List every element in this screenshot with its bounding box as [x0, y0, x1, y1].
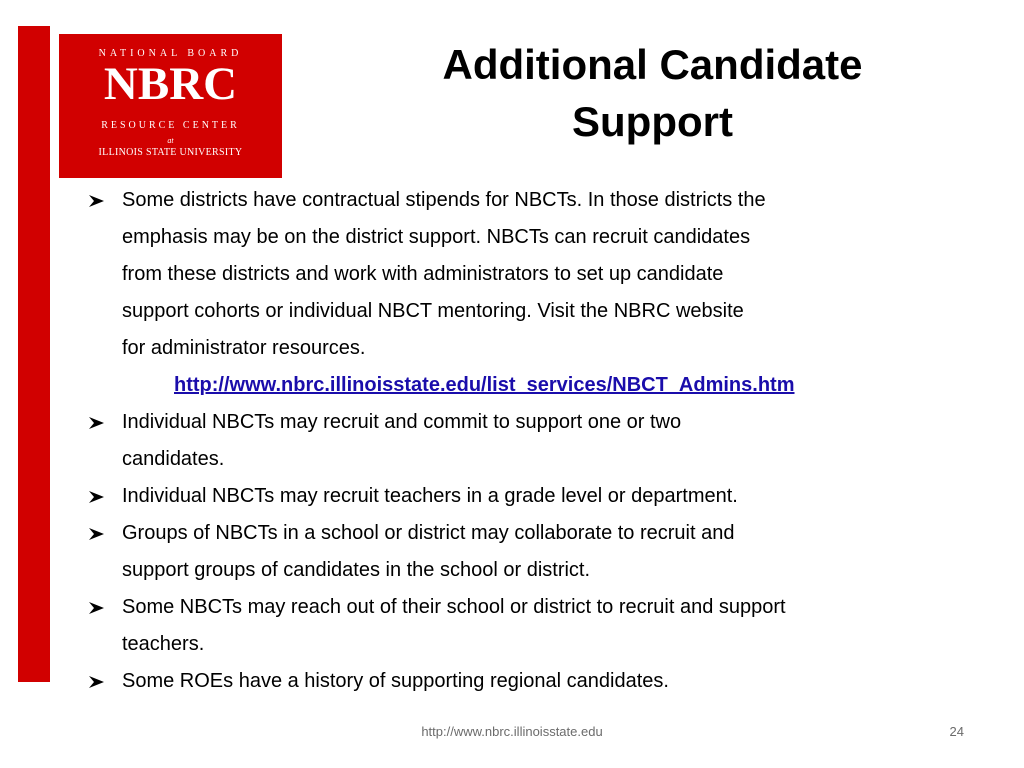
- bullet-line: emphasis may be on the district support. NBCTs can recruit candidates: [122, 226, 751, 248]
- bullet-item: [88, 589, 918, 663]
- arrow-bullet-icon: [88, 589, 108, 626]
- arrow-bullet-icon: [88, 663, 108, 700]
- arrow-bullet-icon: [88, 478, 108, 515]
- bullet-line: from these districts and work with administrators to set up candidate: [122, 263, 724, 285]
- logo-text-national-board: NATIONAL BOARD: [98, 48, 243, 59]
- bullet-line: Some districts have contractual stipends for NBCTs. In those districts the: [122, 189, 766, 211]
- bullet-item: [88, 404, 918, 478]
- bullet-item: [88, 663, 918, 700]
- bullet-line: for administrator resources.: [122, 337, 366, 359]
- bullet-line: Groups of NBCTs in a school or district may collaborate to recruit and: [122, 522, 735, 544]
- arrow-bullet-icon: [88, 515, 108, 552]
- logo-text-at: at: [167, 136, 174, 145]
- bullet-list: [88, 182, 918, 700]
- logo-text-resource-center: RESOURCE CENTER: [101, 120, 240, 131]
- bullet-line: Individual NBCTs may recruit and commit to support one or two: [122, 411, 682, 433]
- logo-text-university: ILLINOIS STATE UNIVERSITY: [98, 147, 243, 158]
- bullet-line: teachers.: [122, 633, 205, 655]
- bullet-item: [88, 515, 918, 589]
- slide-title: [380, 36, 925, 150]
- arrow-bullet-icon: [88, 404, 108, 441]
- bullet-line: support groups of candidates in the school or district.: [122, 559, 591, 581]
- slide-title-line-2: Support: [572, 98, 733, 145]
- slide-title-line-1: Additional Candidate: [442, 41, 863, 88]
- bullet-line: Individual NBCTs may recruit teachers in a grade level or department.: [122, 485, 738, 507]
- bullet-line: candidates.: [122, 448, 225, 470]
- nbrc-logo: [59, 34, 282, 178]
- page-number: 24: [949, 724, 964, 739]
- bullet-item: [88, 478, 918, 515]
- side-accent-bar: [18, 26, 50, 682]
- bullet-item: [88, 182, 918, 367]
- arrow-bullet-icon: [88, 182, 108, 219]
- bullet-line: support cohorts or individual NBCT mentoring. Visit the NBRC website: [122, 300, 744, 322]
- logo-text-nbrc: NBRC: [103, 58, 238, 110]
- footer-url: http://www.nbrc.illinoisstate.edu: [421, 724, 603, 739]
- bullet-line: Some ROEs have a history of supporting regional candidates.: [122, 670, 669, 692]
- admin-resources-link[interactable]: http://www.nbrc.illinoisstate.edu/list_services/NBCT_Admins.htm: [174, 374, 795, 396]
- bullet-line: Some NBCTs may reach out of their school or district to recruit and support: [122, 596, 786, 618]
- admin-resources-link-line: [88, 367, 918, 404]
